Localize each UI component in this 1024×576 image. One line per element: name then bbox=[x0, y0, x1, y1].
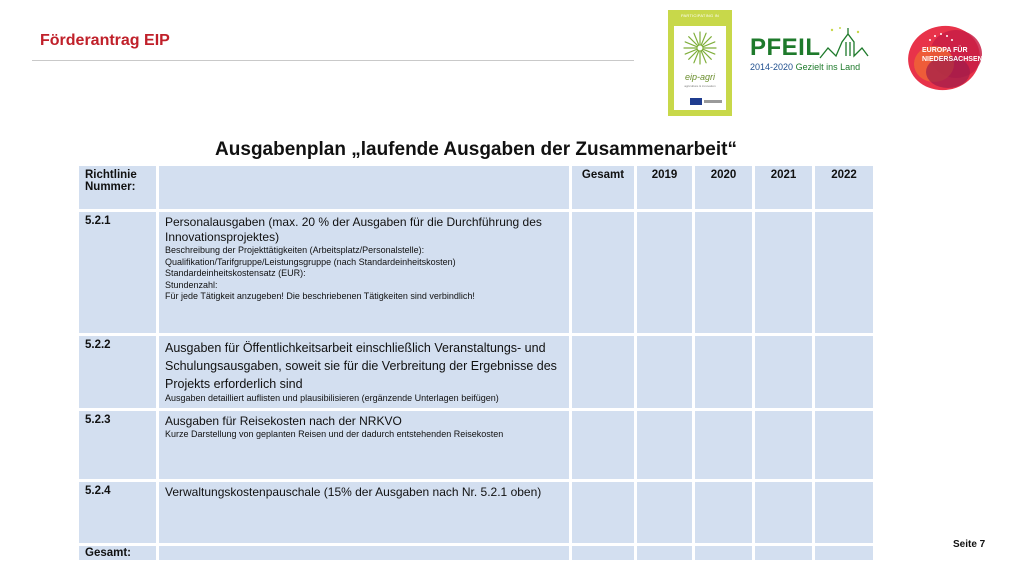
row-detail: Stundenzahl: bbox=[165, 279, 218, 290]
cell-2020[interactable] bbox=[695, 411, 752, 479]
header-2020: 2020 bbox=[695, 166, 752, 209]
header-richtlinie: Richtlinie Nummer: bbox=[79, 166, 156, 209]
table-row bbox=[79, 411, 873, 479]
total-2019[interactable] bbox=[637, 546, 692, 560]
header-divider bbox=[32, 60, 634, 61]
cell-2019[interactable] bbox=[637, 482, 692, 543]
cell-2021[interactable] bbox=[755, 212, 812, 333]
row-number: 5.2.2 bbox=[79, 336, 156, 408]
pfeil-logo bbox=[744, 22, 870, 78]
row-description bbox=[159, 482, 569, 543]
eu-flag-icon bbox=[690, 98, 702, 105]
cell-2020[interactable] bbox=[695, 336, 752, 408]
cell-2019[interactable] bbox=[637, 411, 692, 479]
europa-fuer-niedersachsen-logo bbox=[904, 20, 990, 94]
table-row bbox=[79, 212, 873, 333]
cell-2019[interactable] bbox=[637, 212, 692, 333]
header-2021: 2021 bbox=[755, 166, 812, 209]
row-detail: Beschreibung der Projekttätigkeiten (Arbeitsplatz/Personalstelle): bbox=[165, 245, 425, 255]
pfeil-years: 2014-2020 bbox=[750, 62, 794, 72]
row-detail: Kurze Darstellung von geplanten Reisen und der dadurch entstehenden Reisekosten bbox=[165, 428, 504, 439]
row-number: 5.2.4 bbox=[79, 482, 156, 543]
table-header-row bbox=[79, 166, 873, 209]
document-title: Förderantrag EIP bbox=[40, 32, 170, 49]
total-2020[interactable] bbox=[695, 546, 752, 560]
cell-2021[interactable] bbox=[755, 411, 812, 479]
cell-gesamt[interactable] bbox=[572, 482, 634, 543]
cell-2020[interactable] bbox=[695, 212, 752, 333]
header-2019: 2019 bbox=[637, 166, 692, 209]
total-description bbox=[159, 546, 569, 560]
table-total-row bbox=[79, 546, 873, 560]
table-row bbox=[79, 482, 873, 543]
row-main-text: Ausgaben für Öffentlichkeitsarbeit einschließlich Veranstaltungs- und Schulungsausgaben, soweit sie für die Verbreitung der Ergebnisse des Projekts erforderlich sind bbox=[165, 341, 557, 391]
row-detail: Ausgaben detailliert auflisten und plausibilisieren (ergänzende Unterlagen beifügen) bbox=[165, 393, 499, 403]
village-icon bbox=[818, 26, 870, 62]
pfeil-wordmark: PFEIL bbox=[750, 34, 821, 61]
cell-2022[interactable] bbox=[815, 411, 873, 479]
cell-gesamt[interactable] bbox=[572, 336, 634, 408]
row-main-text: Personalausgaben (max. 20 % der Ausgaben für die Durchführung des Innovationsprojektes) bbox=[165, 215, 542, 244]
cell-2019[interactable] bbox=[637, 336, 692, 408]
row-description bbox=[159, 411, 569, 479]
cell-gesamt[interactable] bbox=[572, 212, 634, 333]
total-gesamt[interactable] bbox=[572, 546, 634, 560]
row-detail: Standardeinheitskostensatz (EUR): bbox=[165, 268, 306, 279]
table-row bbox=[79, 336, 873, 408]
cell-2022[interactable] bbox=[815, 336, 873, 408]
cell-2022[interactable] bbox=[815, 212, 873, 333]
row-detail: Für jede Tätigkeit anzugeben! Die beschriebenen Tätigkeiten sind verbindlich! bbox=[165, 291, 475, 302]
eip-participating-text: PARTICIPATING IN bbox=[680, 13, 720, 18]
logo-bar bbox=[704, 100, 722, 103]
eip-burst-icon bbox=[682, 30, 718, 66]
row-description bbox=[159, 336, 569, 408]
total-2021[interactable] bbox=[755, 546, 812, 560]
eip-agri-logo bbox=[668, 10, 732, 116]
header-2022: 2022 bbox=[815, 166, 873, 209]
row-main-text: Ausgaben für Reisekosten nach der NRKVO bbox=[165, 413, 402, 428]
cell-2021[interactable] bbox=[755, 482, 812, 543]
header-description bbox=[159, 166, 569, 209]
row-detail: Qualifikation/Tarifgruppe/Leistungsgruppe (nach Standardeinheitskosten) bbox=[165, 256, 456, 267]
row-main-text: Verwaltungskostenpauschale (15% der Ausgaben nach Nr. 5.2.1 oben) bbox=[165, 484, 542, 499]
total-2022[interactable] bbox=[815, 546, 873, 560]
row-description bbox=[159, 212, 569, 333]
cell-2020[interactable] bbox=[695, 482, 752, 543]
eip-agri-subtitle: agriculture & innovation bbox=[684, 84, 716, 88]
page-title: Ausgabenplan „laufende Ausgaben der Zusammenarbeit“ bbox=[215, 139, 737, 160]
cell-2022[interactable] bbox=[815, 482, 873, 543]
row-number: 5.2.1 bbox=[79, 212, 156, 333]
eu-logo-line2: NIEDERSACHSEN bbox=[922, 56, 983, 63]
page-number: Seite 7 bbox=[953, 539, 986, 550]
eip-agri-wordmark: eip-agri bbox=[684, 72, 715, 82]
total-label: Gesamt: bbox=[79, 546, 156, 560]
cell-gesamt[interactable] bbox=[572, 411, 634, 479]
pfeil-slogan: Gezielt ins Land bbox=[795, 62, 861, 72]
eu-logo-line1: EUROPA FÜR bbox=[922, 47, 968, 54]
expense-plan-table bbox=[76, 163, 876, 563]
cell-2021[interactable] bbox=[755, 336, 812, 408]
row-number: 5.2.3 bbox=[79, 411, 156, 479]
header-gesamt: Gesamt bbox=[572, 166, 634, 209]
